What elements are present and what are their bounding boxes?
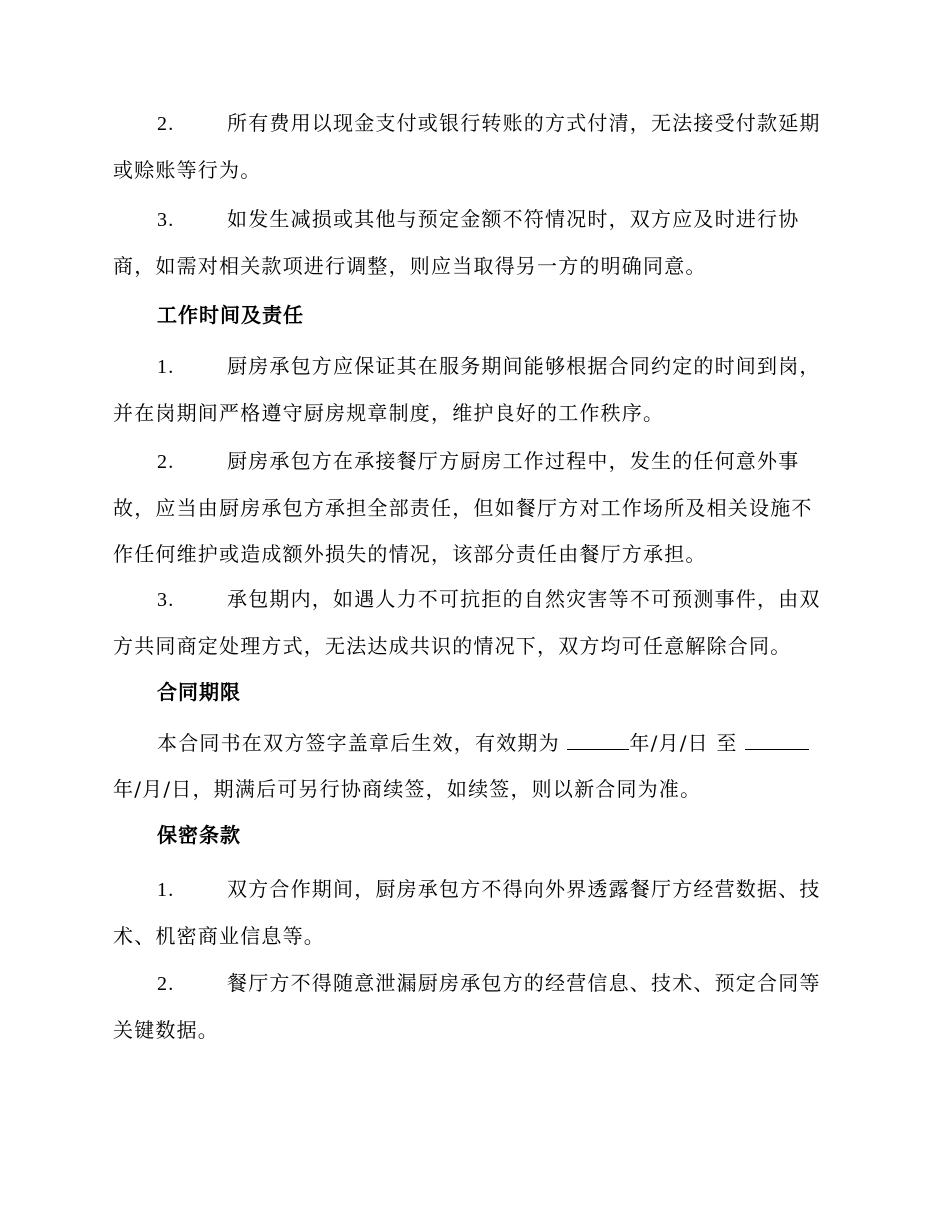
- clause-number: 1.: [157, 356, 175, 378]
- work-clause-1: [113, 343, 833, 436]
- clause-number: 2.: [157, 451, 175, 473]
- date-blank-end: [745, 727, 809, 750]
- confidential-clause-2: [113, 960, 833, 1053]
- payment-clause-3: [113, 196, 833, 289]
- section-heading-term: 合同期限: [157, 680, 241, 704]
- term-text-end: 年/月/日，期满后可另行协商续签，如续签，则以新合同为准。: [113, 777, 702, 801]
- clause-text: 厨房承包方应保证其在服务期间能够根据合同约定的时间到岗，并在岗期间严格遵守厨房规章制度，维护良好的工作秩序。: [113, 354, 821, 425]
- term-paragraph: [113, 720, 833, 812]
- clause-text: 如发生减损或其他与预定金额不符情况时，双方应及时进行协商，如需对相关款项进行调整，则应当取得另一方的明确同意。: [113, 207, 800, 278]
- clause-text: 餐厅方不得随意泄漏厨房承包方的经营信息、技术、预定合同等关键数据。: [113, 971, 821, 1042]
- section-heading-confidential: 保密条款: [157, 823, 241, 847]
- clause-text: 所有费用以现金支付或银行转账的方式付清，无法接受付款延期或赊账等行为。: [113, 111, 821, 182]
- clause-number: 2.: [157, 113, 175, 135]
- confidential-clause-1: [113, 866, 833, 959]
- clause-text: 厨房承包方在承接餐厅方厨房工作过程中，发生的任何意外事故，应当由厨房承包方承担全部责任，但如餐厅方对工作场所及相关设施不作任何维护或造成额外损失的情况，该部分责任由餐厅方承担。: [113, 449, 813, 566]
- section-heading-work: 工作时间及责任: [157, 303, 304, 327]
- clause-number: 3.: [157, 209, 175, 231]
- clause-number: 2.: [157, 973, 175, 995]
- payment-clause-2: [113, 100, 833, 193]
- work-clause-2: [113, 438, 833, 577]
- date-blank-start: [567, 727, 629, 750]
- work-clause-3: [113, 576, 833, 669]
- clause-text: 双方合作期间，厨房承包方不得向外界透露餐厅方经营数据、技术、机密商业信息等。: [113, 877, 821, 948]
- clause-number: 3.: [157, 589, 175, 611]
- term-text-middle: 年/月/日 至: [629, 731, 738, 755]
- clause-number: 1.: [157, 879, 175, 901]
- term-text-start: 本合同书在双方签字盖章后生效，有效期为: [157, 731, 560, 755]
- clause-text: 承包期内，如遇人力不可抗拒的自然灾害等不可预测事件，由双方共同商定处理方式，无法达成共识的情况下，双方均可任意解除合同。: [113, 587, 821, 658]
